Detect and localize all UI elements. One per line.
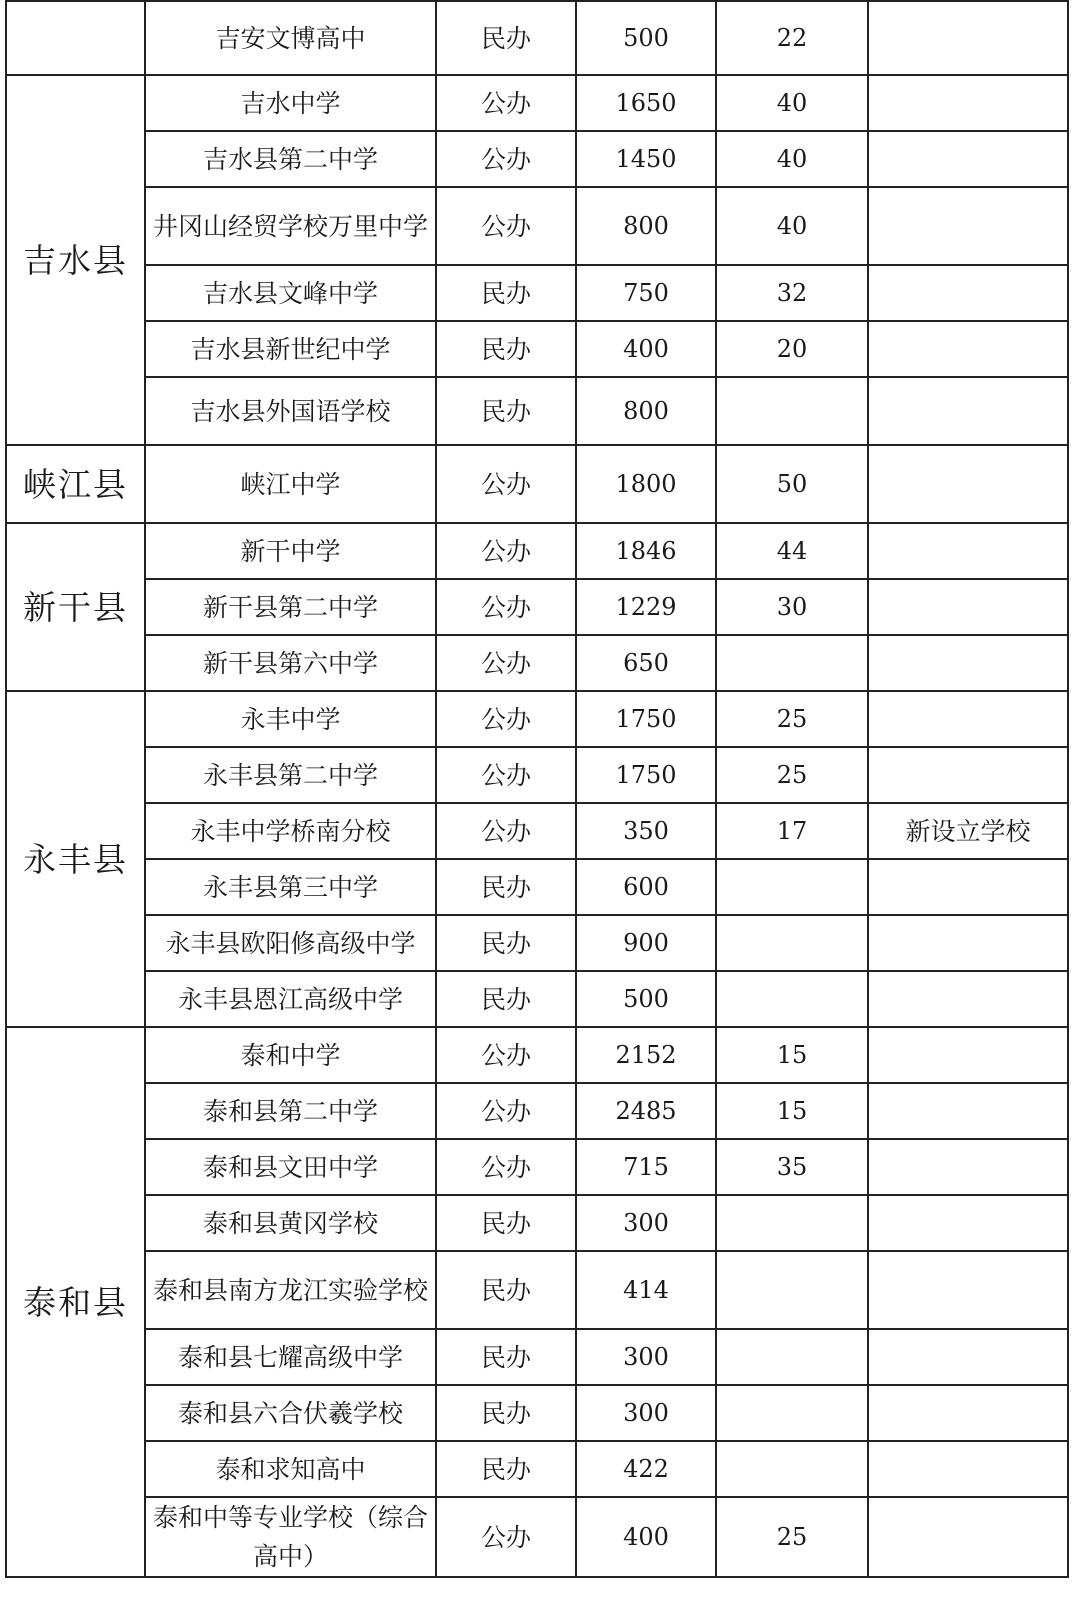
school-type-cell: 公办 <box>436 523 576 579</box>
class-count-cell <box>716 1195 868 1251</box>
table-row <box>6 1195 1068 1251</box>
school-type-cell: 民办 <box>436 265 576 321</box>
remark-cell <box>868 1385 1068 1441</box>
school-name-cell: 吉水县外国语学校 <box>145 377 436 445</box>
class-count-cell <box>716 1329 868 1385</box>
school-type-cell: 公办 <box>436 445 576 523</box>
enrollment-plan-cell: 414 <box>576 1251 716 1329</box>
school-name-cell: 井冈山经贸学校万里中学 <box>145 187 436 265</box>
school-type-cell: 民办 <box>436 1251 576 1329</box>
remark-cell <box>868 131 1068 187</box>
class-count-cell: 15 <box>716 1027 868 1083</box>
class-count-cell <box>716 859 868 915</box>
county-cell: 峡江县 <box>6 445 145 523</box>
school-type-cell: 公办 <box>436 579 576 635</box>
class-count-cell: 40 <box>716 131 868 187</box>
school-type-cell: 民办 <box>436 859 576 915</box>
table-row <box>6 445 1068 523</box>
table-row <box>6 187 1068 265</box>
enrollment-plan-cell: 1650 <box>576 75 716 131</box>
table-row <box>6 1 1068 75</box>
class-count-cell: 35 <box>716 1139 868 1195</box>
class-count-cell: 25 <box>716 691 868 747</box>
school-type-cell: 公办 <box>436 1497 576 1577</box>
remark-cell <box>868 1 1068 75</box>
school-type-cell: 公办 <box>436 1027 576 1083</box>
school-type-cell: 民办 <box>436 1385 576 1441</box>
class-count-cell: 15 <box>716 1083 868 1139</box>
class-count-cell: 40 <box>716 187 868 265</box>
enrollment-plan-cell: 715 <box>576 1139 716 1195</box>
enrollment-plan-cell: 300 <box>576 1329 716 1385</box>
remark-cell <box>868 1251 1068 1329</box>
class-count-cell: 22 <box>716 1 868 75</box>
table-row <box>6 579 1068 635</box>
school-name-cell: 新干中学 <box>145 523 436 579</box>
enrollment-plan-cell: 1229 <box>576 579 716 635</box>
remark-cell <box>868 579 1068 635</box>
school-type-cell: 公办 <box>436 187 576 265</box>
class-count-cell: 50 <box>716 445 868 523</box>
enrollment-plan-cell: 400 <box>576 321 716 377</box>
school-type-cell: 公办 <box>436 635 576 691</box>
enrollment-plan-cell: 800 <box>576 187 716 265</box>
class-count-cell <box>716 1385 868 1441</box>
enrollment-plan-cell: 1750 <box>576 691 716 747</box>
enrollment-plan-cell: 300 <box>576 1385 716 1441</box>
school-name-cell: 新干县第六中学 <box>145 635 436 691</box>
school-type-cell: 公办 <box>436 1139 576 1195</box>
school-name-cell: 永丰中学 <box>145 691 436 747</box>
remark-cell <box>868 1497 1068 1577</box>
class-count-cell: 25 <box>716 1497 868 1577</box>
enrollment-plan-cell: 500 <box>576 971 716 1027</box>
school-type-cell: 民办 <box>436 377 576 445</box>
school-name-cell: 永丰县第二中学 <box>145 747 436 803</box>
table-row <box>6 1139 1068 1195</box>
class-count-cell: 40 <box>716 75 868 131</box>
school-type-cell: 民办 <box>436 1195 576 1251</box>
table-row <box>6 859 1068 915</box>
enrollment-plan-cell: 1846 <box>576 523 716 579</box>
remark-cell <box>868 1083 1068 1139</box>
school-type-cell: 民办 <box>436 1441 576 1497</box>
school-type-cell: 民办 <box>436 915 576 971</box>
school-name-cell: 泰和县南方龙江实验学校 <box>145 1251 436 1329</box>
enrollment-plan-cell: 1450 <box>576 131 716 187</box>
remark-cell <box>868 187 1068 265</box>
school-name-cell: 永丰县欧阳修高级中学 <box>145 915 436 971</box>
remark-cell <box>868 971 1068 1027</box>
school-name-cell: 吉水县第二中学 <box>145 131 436 187</box>
remark-cell <box>868 1329 1068 1385</box>
remark-cell <box>868 445 1068 523</box>
school-name-cell: 吉安文博高中 <box>145 1 436 75</box>
enrollment-plan-cell: 800 <box>576 377 716 445</box>
school-type-cell: 公办 <box>436 75 576 131</box>
remark-cell <box>868 265 1068 321</box>
school-name-cell: 泰和中学 <box>145 1027 436 1083</box>
table-row <box>6 1027 1068 1083</box>
school-name-cell: 泰和县文田中学 <box>145 1139 436 1195</box>
remark-cell <box>868 691 1068 747</box>
table-row <box>6 1251 1068 1329</box>
enrollment-plan-cell: 500 <box>576 1 716 75</box>
remark-cell <box>868 377 1068 445</box>
enrollment-plan-cell: 422 <box>576 1441 716 1497</box>
table-row <box>6 747 1068 803</box>
school-name-cell: 泰和县六合伏羲学校 <box>145 1385 436 1441</box>
enrollment-plan-cell: 2485 <box>576 1083 716 1139</box>
table-body <box>6 1 1068 1577</box>
class-count-cell: 44 <box>716 523 868 579</box>
remark-cell <box>868 523 1068 579</box>
school-type-cell: 民办 <box>436 1 576 75</box>
county-cell: 永丰县 <box>6 691 145 1027</box>
remark-cell <box>868 1027 1068 1083</box>
enrollment-plan-cell: 1800 <box>576 445 716 523</box>
remark-cell <box>868 915 1068 971</box>
school-name-cell: 新干县第二中学 <box>145 579 436 635</box>
school-type-cell: 公办 <box>436 747 576 803</box>
county-cell <box>6 1 145 75</box>
school-name-cell: 泰和中等专业学校（综合高中） <box>145 1497 436 1577</box>
table-row <box>6 691 1068 747</box>
county-cell: 吉水县 <box>6 75 145 445</box>
school-type-cell: 公办 <box>436 131 576 187</box>
class-count-cell <box>716 915 868 971</box>
table-row <box>6 1385 1068 1441</box>
table-row <box>6 915 1068 971</box>
remark-cell <box>868 1441 1068 1497</box>
table-row <box>6 523 1068 579</box>
table-row <box>6 971 1068 1027</box>
school-name-cell: 泰和县第二中学 <box>145 1083 436 1139</box>
class-count-cell: 20 <box>716 321 868 377</box>
school-name-cell: 泰和县黄冈学校 <box>145 1195 436 1251</box>
class-count-cell <box>716 1251 868 1329</box>
remark-cell: 新设立学校 <box>868 803 1068 859</box>
table-row <box>6 1497 1068 1577</box>
class-count-cell: 32 <box>716 265 868 321</box>
enrollment-plan-cell: 650 <box>576 635 716 691</box>
school-name-cell: 峡江中学 <box>145 445 436 523</box>
school-type-cell: 公办 <box>436 803 576 859</box>
school-name-cell: 吉水中学 <box>145 75 436 131</box>
school-type-cell: 民办 <box>436 321 576 377</box>
enrollment-plan-cell: 300 <box>576 1195 716 1251</box>
table-row <box>6 75 1068 131</box>
school-name-cell: 永丰县恩江高级中学 <box>145 971 436 1027</box>
enrollment-plan-cell: 400 <box>576 1497 716 1577</box>
school-name-cell: 泰和求知高中 <box>145 1441 436 1497</box>
enrollment-plan-cell: 350 <box>576 803 716 859</box>
enrollment-plan-cell: 750 <box>576 265 716 321</box>
table-row <box>6 265 1068 321</box>
table-row <box>6 1329 1068 1385</box>
school-name-cell: 永丰县第三中学 <box>145 859 436 915</box>
enrollment-plan-cell: 1750 <box>576 747 716 803</box>
class-count-cell <box>716 377 868 445</box>
school-name-cell: 吉水县文峰中学 <box>145 265 436 321</box>
table-row <box>6 321 1068 377</box>
remark-cell <box>868 859 1068 915</box>
enrollment-plan-cell: 2152 <box>576 1027 716 1083</box>
remark-cell <box>868 1139 1068 1195</box>
table-row <box>6 131 1068 187</box>
table-row <box>6 377 1068 445</box>
enrollment-plan-cell: 900 <box>576 915 716 971</box>
class-count-cell: 17 <box>716 803 868 859</box>
enrollment-plan-cell: 600 <box>576 859 716 915</box>
school-type-cell: 公办 <box>436 691 576 747</box>
table-row <box>6 803 1068 859</box>
remark-cell <box>868 75 1068 131</box>
school-type-cell: 公办 <box>436 1083 576 1139</box>
school-type-cell: 民办 <box>436 1329 576 1385</box>
class-count-cell <box>716 971 868 1027</box>
remark-cell <box>868 747 1068 803</box>
enrollment-table <box>5 0 1069 1578</box>
county-cell: 新干县 <box>6 523 145 691</box>
table-row <box>6 1441 1068 1497</box>
school-name-cell: 吉水县新世纪中学 <box>145 321 436 377</box>
remark-cell <box>868 635 1068 691</box>
table-row <box>6 1083 1068 1139</box>
school-name-cell: 泰和县七耀高级中学 <box>145 1329 436 1385</box>
class-count-cell: 30 <box>716 579 868 635</box>
table-row <box>6 635 1068 691</box>
school-type-cell: 民办 <box>436 971 576 1027</box>
class-count-cell: 25 <box>716 747 868 803</box>
remark-cell <box>868 321 1068 377</box>
class-count-cell <box>716 635 868 691</box>
county-cell: 泰和县 <box>6 1027 145 1577</box>
class-count-cell <box>716 1441 868 1497</box>
remark-cell <box>868 1195 1068 1251</box>
school-name-cell: 永丰中学桥南分校 <box>145 803 436 859</box>
